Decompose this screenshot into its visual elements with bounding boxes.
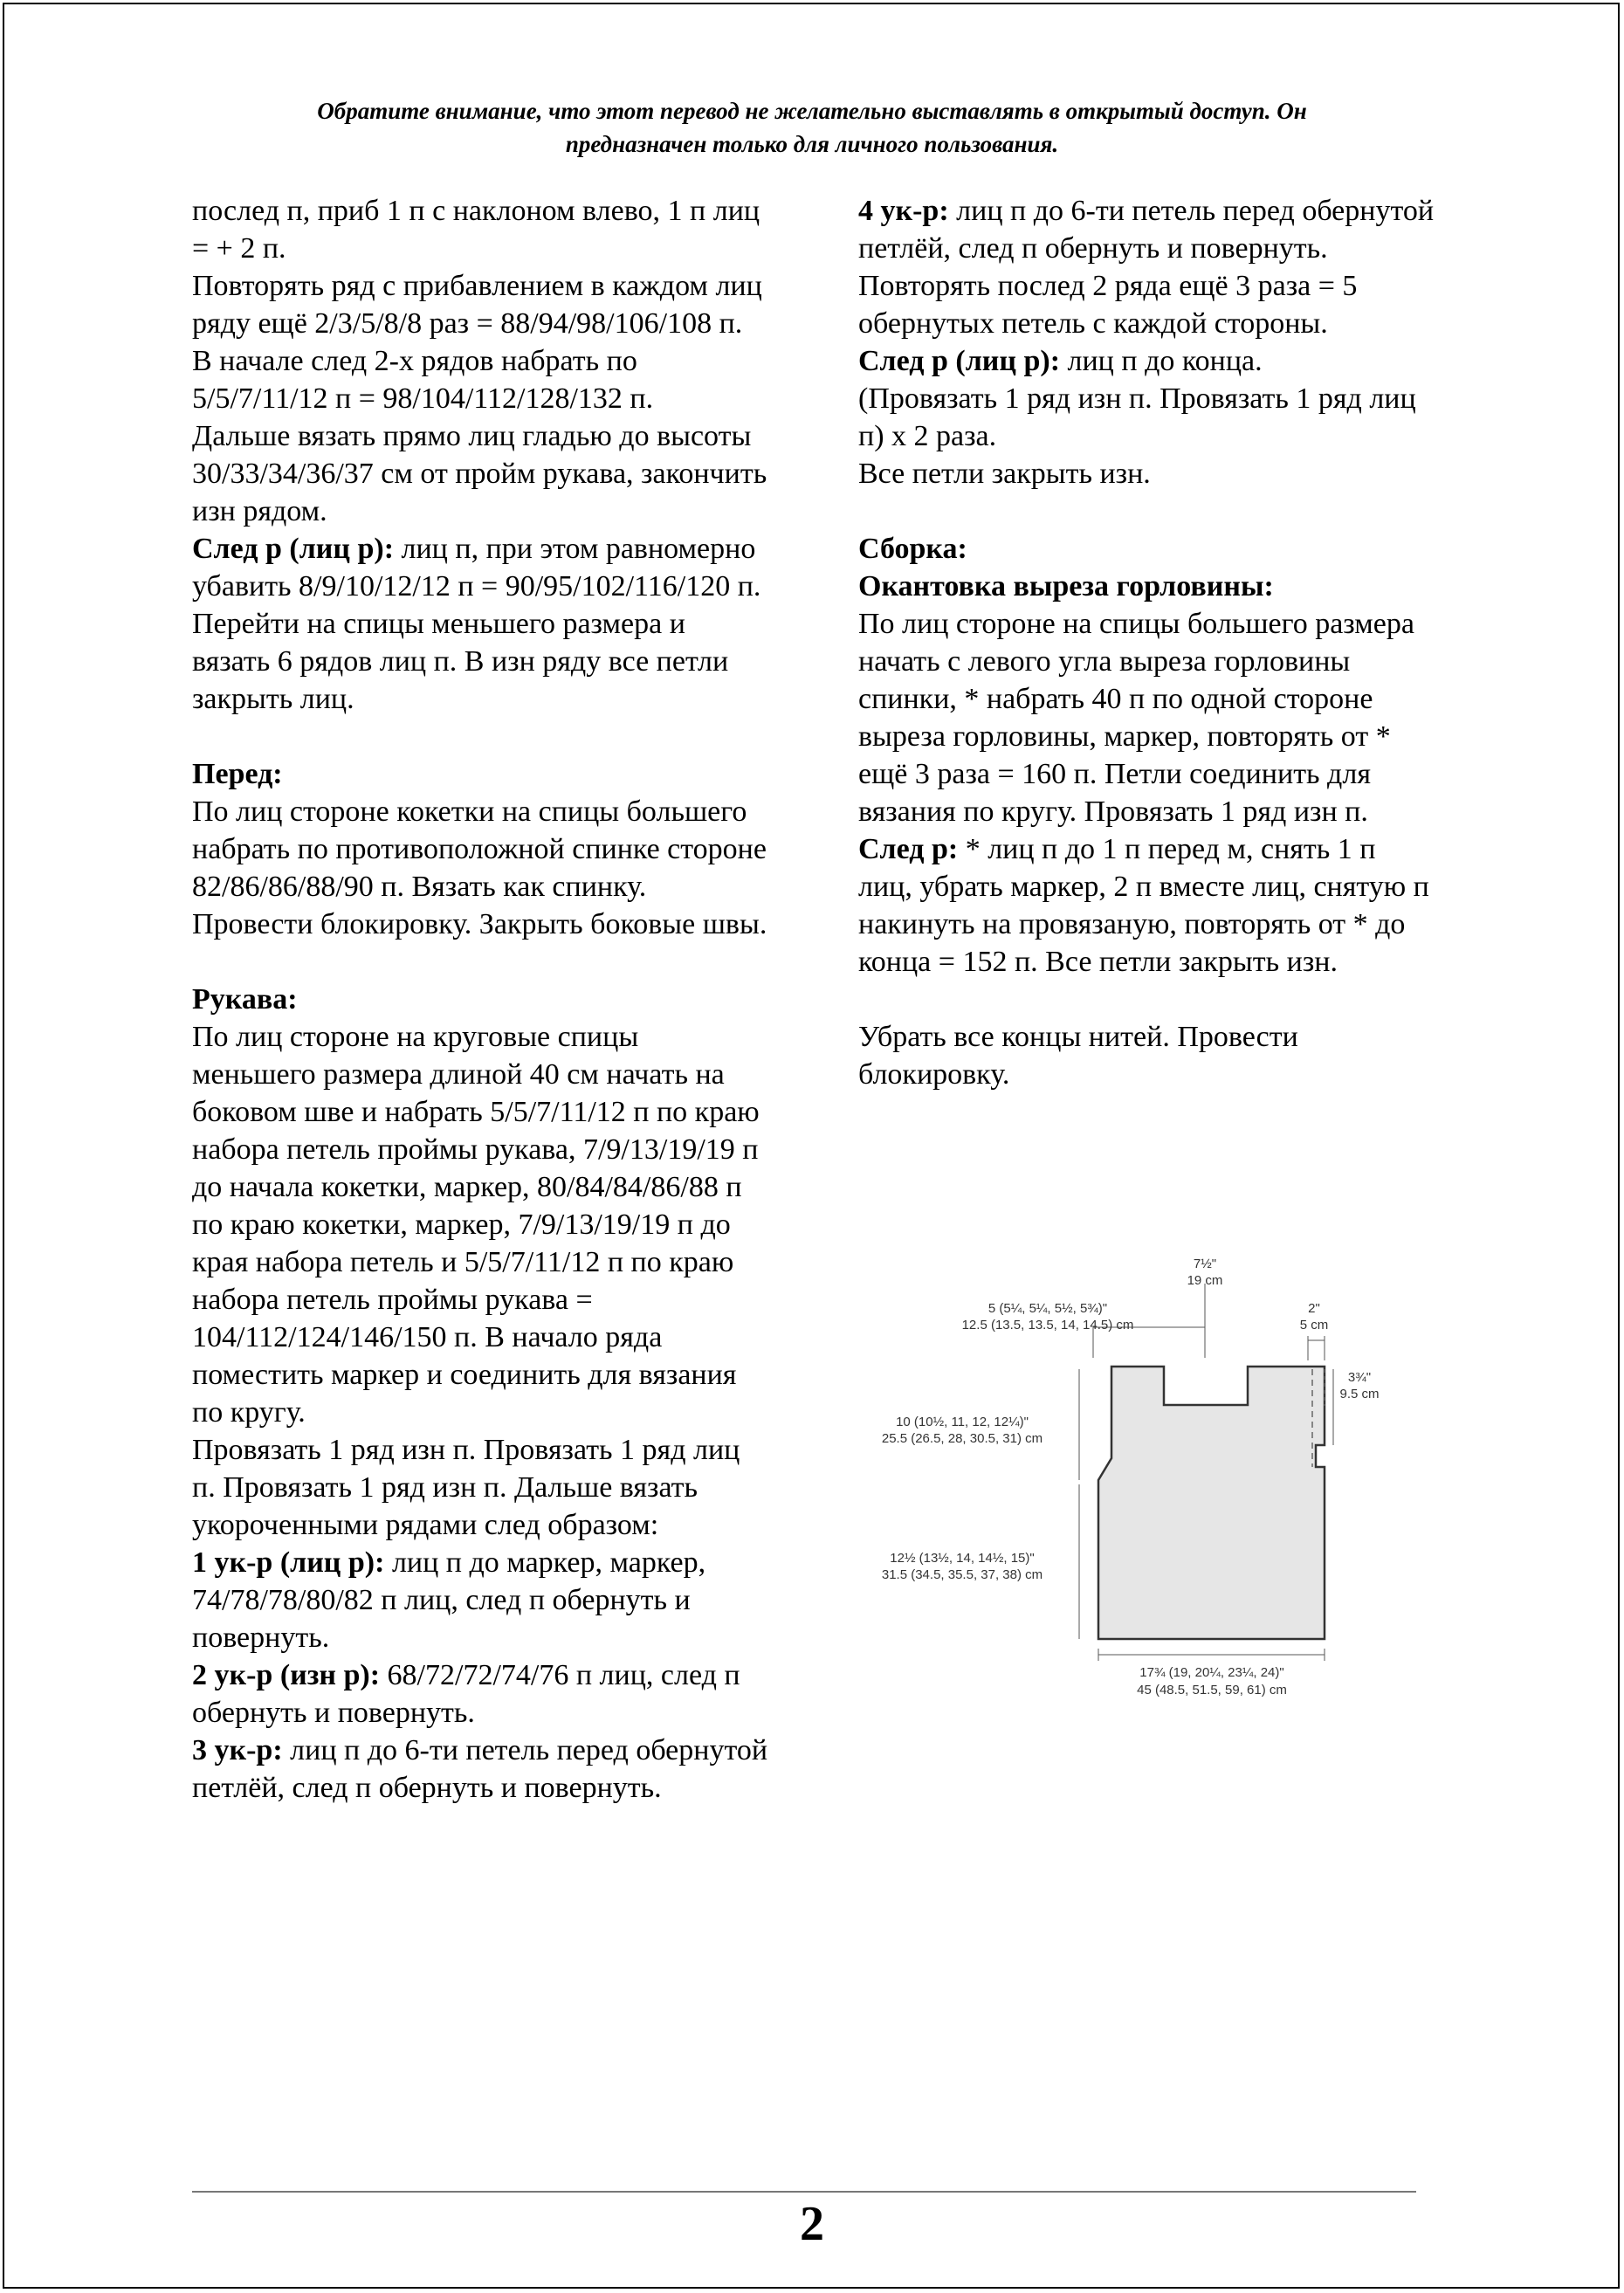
paragraph: Повторять ряд с прибавлением в каждом лиц ряду ещё 2/3/5/8/8 раз = 88/94/98/106/108 п.	[192, 270, 762, 340]
footer-divider	[192, 2191, 1416, 2193]
paragraph: По лиц стороне на спицы большего размера начать с левого угла выреза горловины спинки, * набрать 40 п по одной стороне выреза горловины, маркер, повторять от * ещё 3 раза = 160 п. Петли соединить для вязания по кругу. Провязать 1 ряд изн п.	[858, 608, 1414, 828]
row-text: 68/72/72/74/76 п лиц, след п обернуть и повернуть.	[192, 1659, 740, 1729]
row-text: лиц п, при этом равномерно убавить 8/9/10/12/12 п = 90/95/102/116/120 п.	[192, 533, 761, 603]
row-text: лиц п до 6-ти петель перед обернутой петлёй, след п обернуть и повернуть.	[192, 1734, 768, 1804]
row-label: След р (лиц р):	[858, 345, 1061, 377]
row-label: 4 ук-р:	[858, 195, 949, 227]
paragraph: Провязать 1 ряд изн п. Провязать 1 ряд лиц п. Провязать 1 ряд изн п. Дальше вязать укороченными рядами след образом:	[192, 1434, 740, 1541]
spacer	[192, 718, 768, 755]
garment-body-shape	[1098, 1367, 1325, 1639]
notice-line-1: Обратите внимание, что этот перевод не желательно выставлять в открытый доступ. Он	[317, 98, 1307, 124]
paragraph	[858, 342, 1435, 380]
copyright-notice	[157, 94, 1467, 161]
yoke-in-label: 10 (10½, 11, 12, 12¼)"	[896, 1415, 1029, 1429]
row-text: лиц п до маркер, маркер, 74/78/78/80/82 п лиц, след п обернуть и повернуть.	[192, 1546, 706, 1654]
paragraph	[192, 1656, 768, 1732]
row-label: След р:	[858, 833, 959, 865]
left-column	[192, 192, 768, 1807]
spacer	[858, 981, 1435, 1018]
armhole-in-label: 3¾"	[1347, 1370, 1372, 1385]
section-heading-assembly: Сборка:	[858, 533, 967, 565]
paragraph	[858, 830, 1435, 981]
armhole-cm-label: 9.5 cm	[1339, 1387, 1380, 1401]
row-label: 1 ук-р (лиц р):	[192, 1546, 385, 1579]
paragraph: В начале след 2-х рядов набрать по 5/5/7/11/12 п = 98/104/112/128/132 п.	[192, 345, 654, 415]
width-cm-label: 45 (48.5, 51.5, 59, 61) cm	[1137, 1683, 1287, 1697]
neck-cm-label: 12.5 (13.5, 13.5, 14, 14.5) cm	[961, 1318, 1134, 1332]
paragraph	[192, 1732, 768, 1807]
paragraph: Все петли закрыть изн.	[858, 458, 1151, 490]
row-label: 2 ук-р (изн р):	[192, 1659, 381, 1691]
paragraph: По лиц стороне на круговые спицы меньшего размера длиной 40 см начать на боковом шве и набрать 5/5/7/11/12 п по краю набора петель проймы рукава, 7/9/13/19/19 п до начала кокетки, маркер, 80/84/84/86/88 п по краю кокетки, маркер, 7/9/13/19/19 п до края набора петель и 5/5/7/11/12 п по краю набора петель проймы рукава = 104/112/124/146/150 п. В начало ряда поместить маркер и соединить для вязания по кругу.	[192, 1021, 760, 1429]
body-cm-label: 31.5 (34.5, 35.5, 37, 38) cm	[881, 1567, 1043, 1582]
row-label: 3 ук-р:	[192, 1734, 283, 1766]
strap-in-label: 2"	[1308, 1301, 1320, 1316]
paragraph: Убрать все концы нитей. Провести блокировку.	[858, 1021, 1298, 1091]
paragraph: Дальше вязать прямо лиц гладью до высоты 30/33/34/36/37 см от пройм рукава, закончить изн рядом.	[192, 420, 767, 527]
yoke-cm-label: 25.5 (26.5, 28, 30.5, 31) cm	[881, 1431, 1043, 1446]
notice-line-2: предназначен только для личного пользования.	[565, 131, 1059, 157]
body-in-label: 12½ (13½, 14, 14½, 15)"	[890, 1551, 1035, 1566]
paragraph	[192, 1544, 768, 1656]
schematic-diagram	[864, 1249, 1423, 1720]
paragraph	[858, 192, 1435, 267]
top-width-cm-label: 19 cm	[1187, 1273, 1223, 1288]
paragraph: Провести блокировку. Закрыть боковые швы.	[192, 908, 767, 940]
section-heading-sleeves: Рукава:	[192, 983, 298, 1016]
paragraph: Повторять послед 2 ряда ещё 3 раза = 5 обернутых петель с каждой стороны.	[858, 270, 1358, 340]
paragraph: послед п, приб 1 п с наклоном влево, 1 п лиц = + 2 п.	[192, 195, 760, 265]
top-width-in-label: 7½"	[1193, 1257, 1217, 1271]
paragraph: По лиц стороне кокетки на спицы большего набрать по противоположной спинке стороне 82/86/86/88/90 п. Вязать как спинку.	[192, 795, 767, 903]
neck-in-label: 5 (5¼, 5¼, 5½, 5¾)"	[987, 1301, 1108, 1316]
strap-cm-label: 5 cm	[1299, 1318, 1329, 1332]
right-column	[858, 192, 1435, 1093]
section-heading-front: Перед:	[192, 758, 283, 790]
row-text: лиц п до конца.	[1060, 345, 1263, 377]
paragraph: Перейти на спицы меньшего размера и вязать 6 рядов лиц п. В изн ряду все петли закрыть лиц.	[192, 608, 729, 715]
row-text: * лиц п до 1 п перед м, снять 1 п лиц, убрать маркер, 2 п вместе лиц, снятую п накинуть на провязаную, повторять от * до конца = 152 п. Все петли закрыть изн.	[858, 833, 1429, 978]
paragraph: (Провязать 1 ряд изн п. Провязать 1 ряд лиц п) х 2 раза.	[858, 382, 1416, 452]
row-label: След р (лиц р):	[192, 533, 395, 565]
spacer	[858, 492, 1435, 530]
section-heading-neckband: Окантовка выреза горловины:	[858, 570, 1274, 603]
spacer	[192, 943, 768, 981]
width-in-label: 17¾ (19, 20¼, 23¼, 24)"	[1139, 1665, 1284, 1680]
page-number: 2	[800, 2197, 824, 2251]
row-text: лиц п до 6-ти петель перед обернутой петлёй, след п обернуть и повернуть.	[858, 195, 1435, 265]
paragraph	[192, 530, 768, 605]
